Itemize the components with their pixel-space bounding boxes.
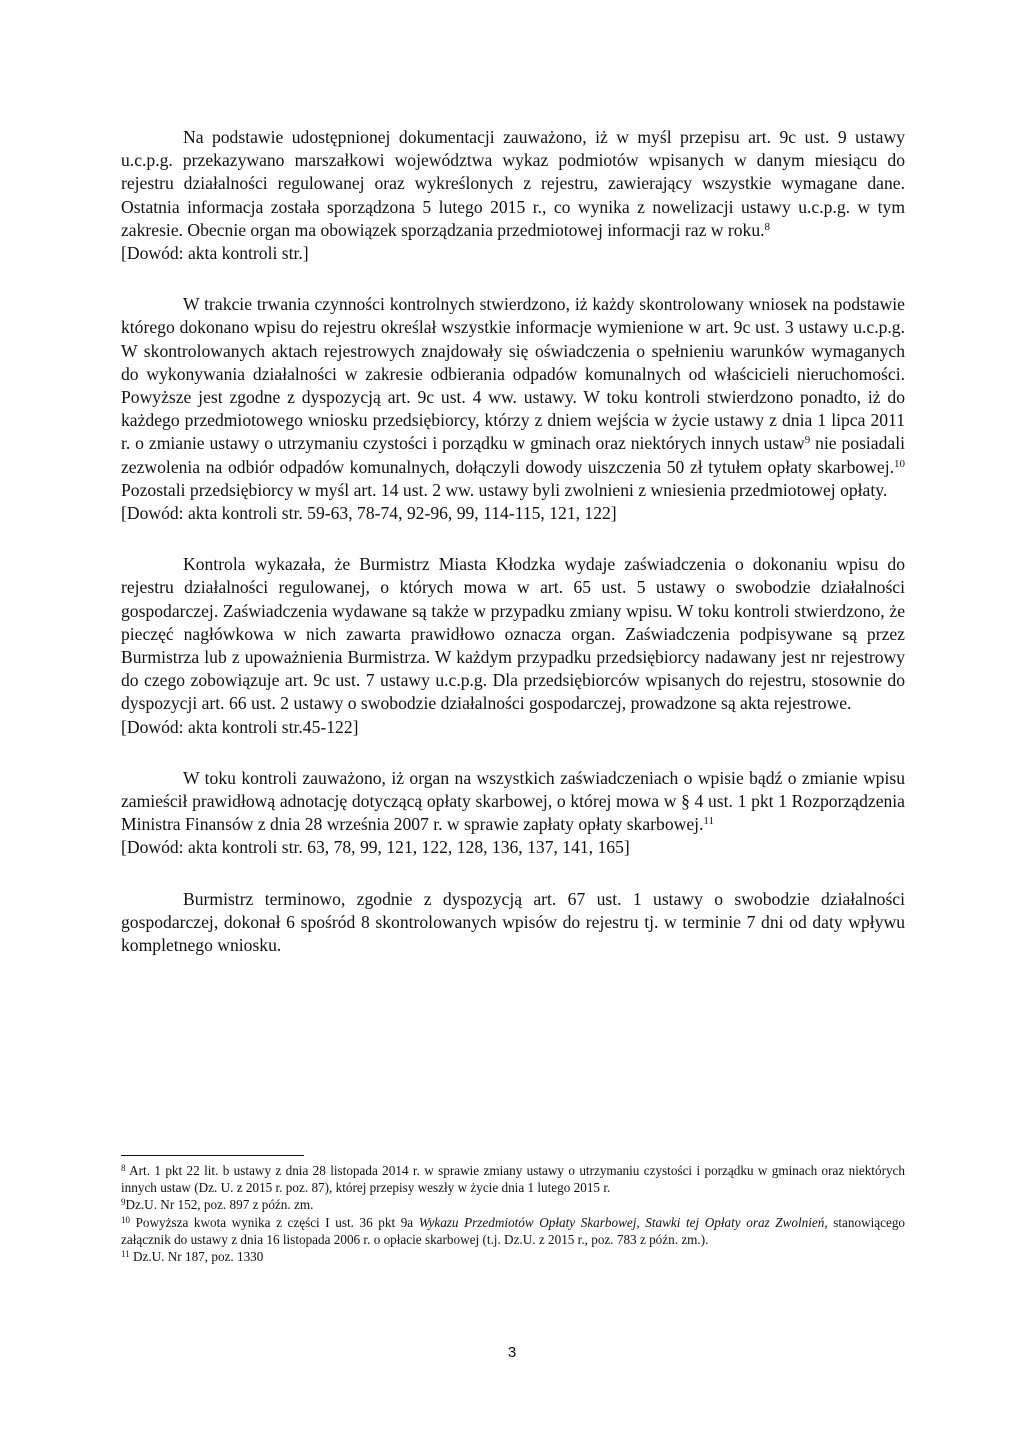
paragraph-text: Na podstawie udostępnionej dokumentacji zauważono, iż w myśl przepisu art. 9c ust. 9 ustawy u.c.p.g. przekazywano marszałkowi województwa wykaz podmiotów wpisanych w danym miesiącu do rejestru działalności regulowanej oraz wykreślonych z rejestru, zawierający wszystkie wymagane dane. Ostatnia informacja została sporządzona 5 lutego 2015 r., co wynika z nowelizacji ustawy u.c.p.g. w tym zakresie. Obecnie organ ma obowiązek sporządzania przedmiotowej informacji raz w roku.	[121, 127, 905, 240]
footnote-text: Powyższa kwota wynika z części I ust. 36 pkt 9a	[130, 1214, 419, 1230]
document-body	[121, 126, 905, 985]
evidence-line: [Dowód: akta kontroli str. 59-63, 78-74, 92-96, 99, 114-115, 121, 122]	[121, 503, 617, 524]
paragraph-text: W toku kontroli zauważono, iż organ na wszystkich zaświadczeniach o wpisie bądź o zmianie wpisu zamieścił prawidłową adnotację dotyczącą opłaty skarbowej, o której mowa w § 4 ust. 1 pkt 1 Rozporządzenia Ministra Finansów z dnia 28 września 2007 r. w sprawie zapłaty opłaty skarbowej.	[121, 767, 905, 835]
paragraph-text: Pozostali przedsiębiorcy w myśl art. 14 ust. 2 ww. ustawy byli zwolnieni z wniesienia przedmiotowej opłaty.	[121, 479, 888, 500]
footnote-number: 11	[121, 1249, 130, 1260]
footnote-separator	[121, 1155, 304, 1156]
footnote-number: 8	[121, 1163, 126, 1173]
paragraph-application-check	[121, 293, 905, 502]
footnote-11	[121, 1248, 905, 1265]
paragraph-text: nie posiadali zezwolenia na odbiór odpadów komunalnych, dołączyli dowody uiszczenia 50 zł tytułem opłaty skarbowej.	[121, 433, 905, 477]
footnote-ref-11[interactable]: 11	[703, 815, 715, 828]
footnote-text: Dz.U. Nr 152, poz. 897 z późn. zm.	[125, 1197, 314, 1213]
page-number: 3	[507, 1344, 517, 1361]
footnote-ref-9[interactable]: 9	[804, 434, 811, 447]
paragraph-stamp-duty	[121, 767, 905, 837]
footnote-italic-title: Wykazu Przedmiotów Opłaty Skarbowej, Stawki tej Opłaty oraz Zwolnień,	[418, 1214, 828, 1230]
footnote-number: 9	[121, 1197, 126, 1208]
footnote-9	[121, 1196, 905, 1213]
footnote-8	[121, 1162, 905, 1196]
paragraph-registry-report	[121, 126, 905, 242]
section-timeliness	[121, 888, 905, 958]
paragraph-certificates	[121, 553, 905, 715]
footnote-text: stanowiącego załącznik do ustawy z dnia 16 listopada 2006 r. o opłacie skarbowej (t.j. Dz.U. z 2015 r., poz. 783 z późn. zm.).	[121, 1214, 906, 1247]
evidence-line: [Dowód: akta kontroli str.]	[121, 243, 309, 264]
section-certificates	[121, 553, 905, 739]
section-registry-report	[121, 126, 905, 265]
section-application-check	[121, 293, 905, 525]
paragraph-timeliness	[121, 888, 905, 958]
evidence-line: [Dowód: akta kontroli str. 63, 78, 99, 121, 122, 128, 136, 137, 141, 165]	[121, 837, 630, 858]
section-stamp-duty	[121, 767, 905, 860]
paragraph-text: Burmistrz terminowo, zgodnie z dyspozycją art. 67 ust. 1 ustawy o swobodzie działalności gospodarczej, dokonał 6 spośród 8 skontrolowanych wpisów do rejestru tj. w terminie 7 dni od daty wpływu kompletnego wniosku.	[121, 888, 905, 956]
footnote-10	[121, 1214, 905, 1248]
footnote-ref-8[interactable]: 8	[764, 220, 771, 233]
paragraph-text: Kontrola wykazała, że Burmistrz Miasta Kłodzka wydaje zaświadczenia o dokonaniu wpisu do rejestru działalności regulowanej, o których mowa w art. 65 ust. 5 ustawy o swobodzie działalności gospodarczej. Zaświadczenia wydawane są także w przypadku zmiany wpisu. W toku kontroli stwierdzono, że pieczęć nagłówkowa w nich zawarta prawidłowo oznacza organ. Zaświadczenia podpisywane są przez Burmistrza lub z upoważnienia Burmistrza. W każdym przypadku przedsiębiorcy nadawany jest nr rejestrowy do czego zobowiązuje art. 9c ust. 7 ustawy u.c.p.g. Dla przedsiębiorców wpisanych do rejestru, stosownie do dyspozycji art. 66 ust. 2 ustawy o swobodzie działalności gospodarczej, prowadzone są akta rejestrowe.	[121, 554, 905, 714]
footnote-ref-10[interactable]: 10	[894, 457, 905, 470]
footnote-text: Art. 1 pkt 22 lit. b ustawy z dnia 28 listopada 2014 r. w sprawie zmiany ustawy o utrzymaniu czystości i porządku w gminach oraz niektórych innych ustaw (Dz. U. z 2015 r. poz. 87), której przepisy weszły w życie dnia 1 lutego 2015 r.	[121, 1163, 905, 1196]
paragraph-text: W trakcie trwania czynności kontrolnych stwierdzono, iż każdy skontrolowany wniosek na podstawie którego dokonano wpisu do rejestru określał wszystkie informacje wymienione w art. 9c ust. 3 ustawy u.c.p.g. W skontrolowanych aktach rejestrowych znajdowały się oświadczenia o spełnieniu warunków wymaganych do wykonywania działalności w zakresie odbierania odpadów komunalnych od właścicieli nieruchomości. Powyższe jest zgodne z dyspozycją art. 9c ust. 4 ww. ustawy. W toku kontroli stwierdzono ponadto, iż do każdego przedmiotowego wniosku przedsiębiorcy, którzy z dniem wejścia w życie ustawy z dnia 1 lipca 2011 r. o zmianie ustawy o utrzymaniu czystości i porządku w gminach oraz niektórych innych ustaw	[121, 294, 905, 454]
footnotes-section	[121, 1155, 905, 1265]
footnote-number: 10	[121, 1214, 130, 1225]
footnote-text: Dz.U. Nr 187, poz. 1330	[129, 1249, 264, 1265]
evidence-line: [Dowód: akta kontroli str.45-122]	[121, 716, 359, 737]
